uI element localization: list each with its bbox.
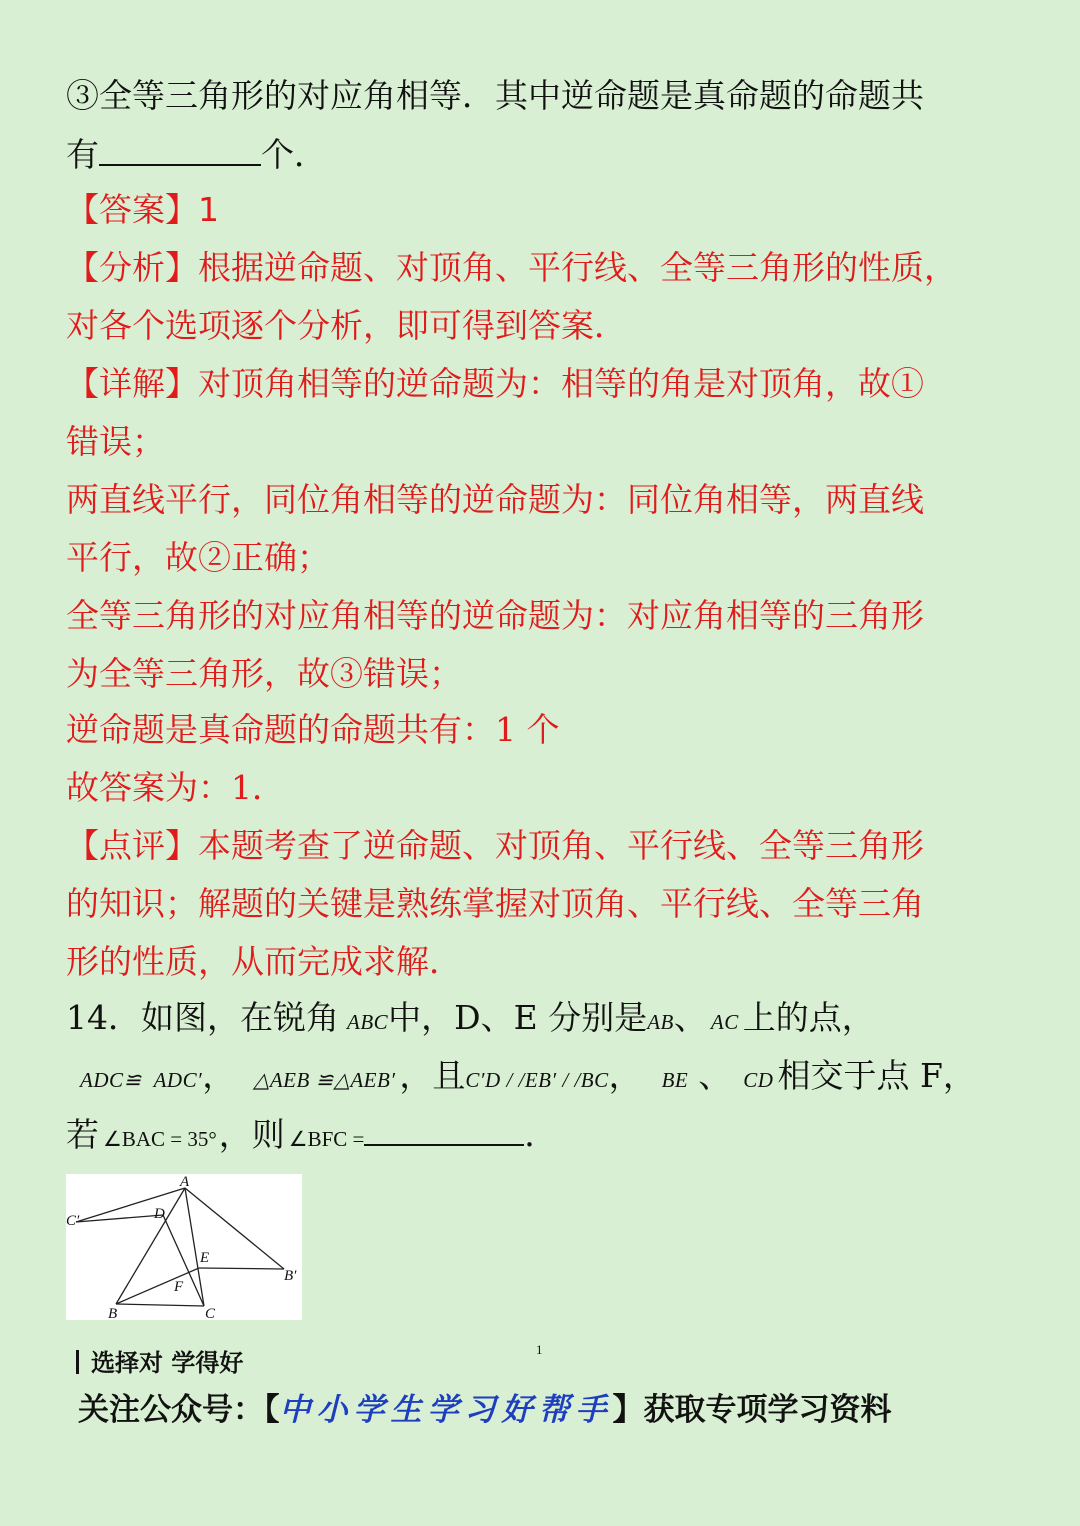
detail-line-2: 错误； [66,422,165,461]
label-c-prime: C′ [66,1213,80,1229]
q14-math-adc-prime: ADC′ [153,1068,203,1092]
label-a: A [180,1174,190,1190]
q14-math-cd: CD [743,1068,774,1092]
q14-math-parallel: C′D / /EB′ / /BC [465,1068,609,1092]
q14-math-abc: ABC [347,1010,389,1034]
q13-line-1: ③全等三角形的对应角相等．其中逆命题是真命题的命题共 [66,76,924,115]
q14-text: 若 [66,1115,99,1154]
q14-text: 相交于点 F， [777,1056,976,1095]
q14-math-be: BE [661,1068,689,1092]
q14-text: ， [202,1056,236,1095]
q14-math-ab: AB [647,1010,674,1034]
slogan-bar [76,1350,79,1374]
detail-line-6: 为全等三角形，故③错误； [66,654,462,693]
label-d: D [154,1206,165,1222]
q14-text: ， [608,1056,642,1095]
label-f: F [174,1279,184,1295]
footer-banner [78,1384,892,1429]
q14-math-congruence-1: ADC≌ [80,1068,142,1092]
q14-math-ac: AC [710,1010,739,1034]
q14-math-congruence-2: △AEB ≌△AEB′ [253,1068,396,1092]
label-b: B [108,1306,118,1320]
detail-line-3: 两直线平行，同位角相等的逆命题为：同位角相等，两直线 [66,480,924,519]
q14-text: 上的点， [742,998,875,1037]
analysis-line-2: 对各个选项逐个分析，即可得到答案． [66,306,627,345]
detail-line-5: 全等三角形的对应角相等的逆命题为：对应角相等的三角形 [66,596,924,635]
q14-line-3 [66,1114,1036,1159]
q14-line-2 [66,1056,1036,1100]
detail-line-4: 平行，故②正确； [66,538,330,577]
footer-suffix: 】获取专项学习资料 [612,1392,892,1428]
detail-line-8: 故答案为：1． [66,768,285,807]
answer-line [66,190,1036,230]
q14-text: 中，D、E 分别是 [388,998,648,1037]
q14-text: 、 [698,1056,732,1095]
comment-line-1: 【点评】本题考查了逆命题、对顶角、平行线、全等三角形 [66,826,924,865]
q13-line-2-prefix: 有 [66,135,99,174]
slogan [76,1343,243,1378]
page-number: 1 [536,1342,543,1357]
q14-line-1 [66,998,1036,1042]
q14-math-angle-bfc: ∠BFC = [288,1127,365,1151]
q13-line-2 [66,134,1036,175]
detail-line-7: 逆命题是真命题的命题共有：1 个 [66,710,560,749]
comment-line-2: 的知识；解题的关键是熟练掌握对顶角、平行线、全等三角 [66,884,924,923]
q13-line-2-suffix: 个． [261,135,327,174]
geometry-figure [66,1174,302,1320]
q14-text: 、 [673,998,707,1037]
footer-brand: 中小学生学习好帮手 [279,1392,613,1428]
answer-label: 【答案】 [66,190,198,229]
answer-value: 1 [198,190,219,229]
q14-text: 14．如图，在锐角 [66,998,339,1037]
analysis-line-1: 【分析】根据逆命题、对顶角、平行线、全等三角形的性质， [66,248,957,287]
slogan-text: 选择对 学得好 [91,1349,244,1377]
footer-prefix: 关注公众号：【 [78,1392,280,1428]
label-e: E [200,1250,210,1266]
answer-blank [99,134,261,166]
q14-text: ，且 [399,1056,466,1095]
q14-text: ，则 [218,1115,285,1154]
label-b-prime: B′ [284,1268,297,1284]
q14-math-angle-bac: ∠BAC = 35° [103,1127,217,1151]
q14-text: ． [524,1115,558,1154]
label-c: C [205,1306,216,1320]
q14-answer-blank [364,1114,524,1146]
comment-line-3: 形的性质，从而完成求解． [66,942,462,981]
geometry-diagram [66,1174,302,1320]
detail-line-1: 【详解】对顶角相等的逆命题为：相等的角是对顶角，故① [66,364,924,403]
